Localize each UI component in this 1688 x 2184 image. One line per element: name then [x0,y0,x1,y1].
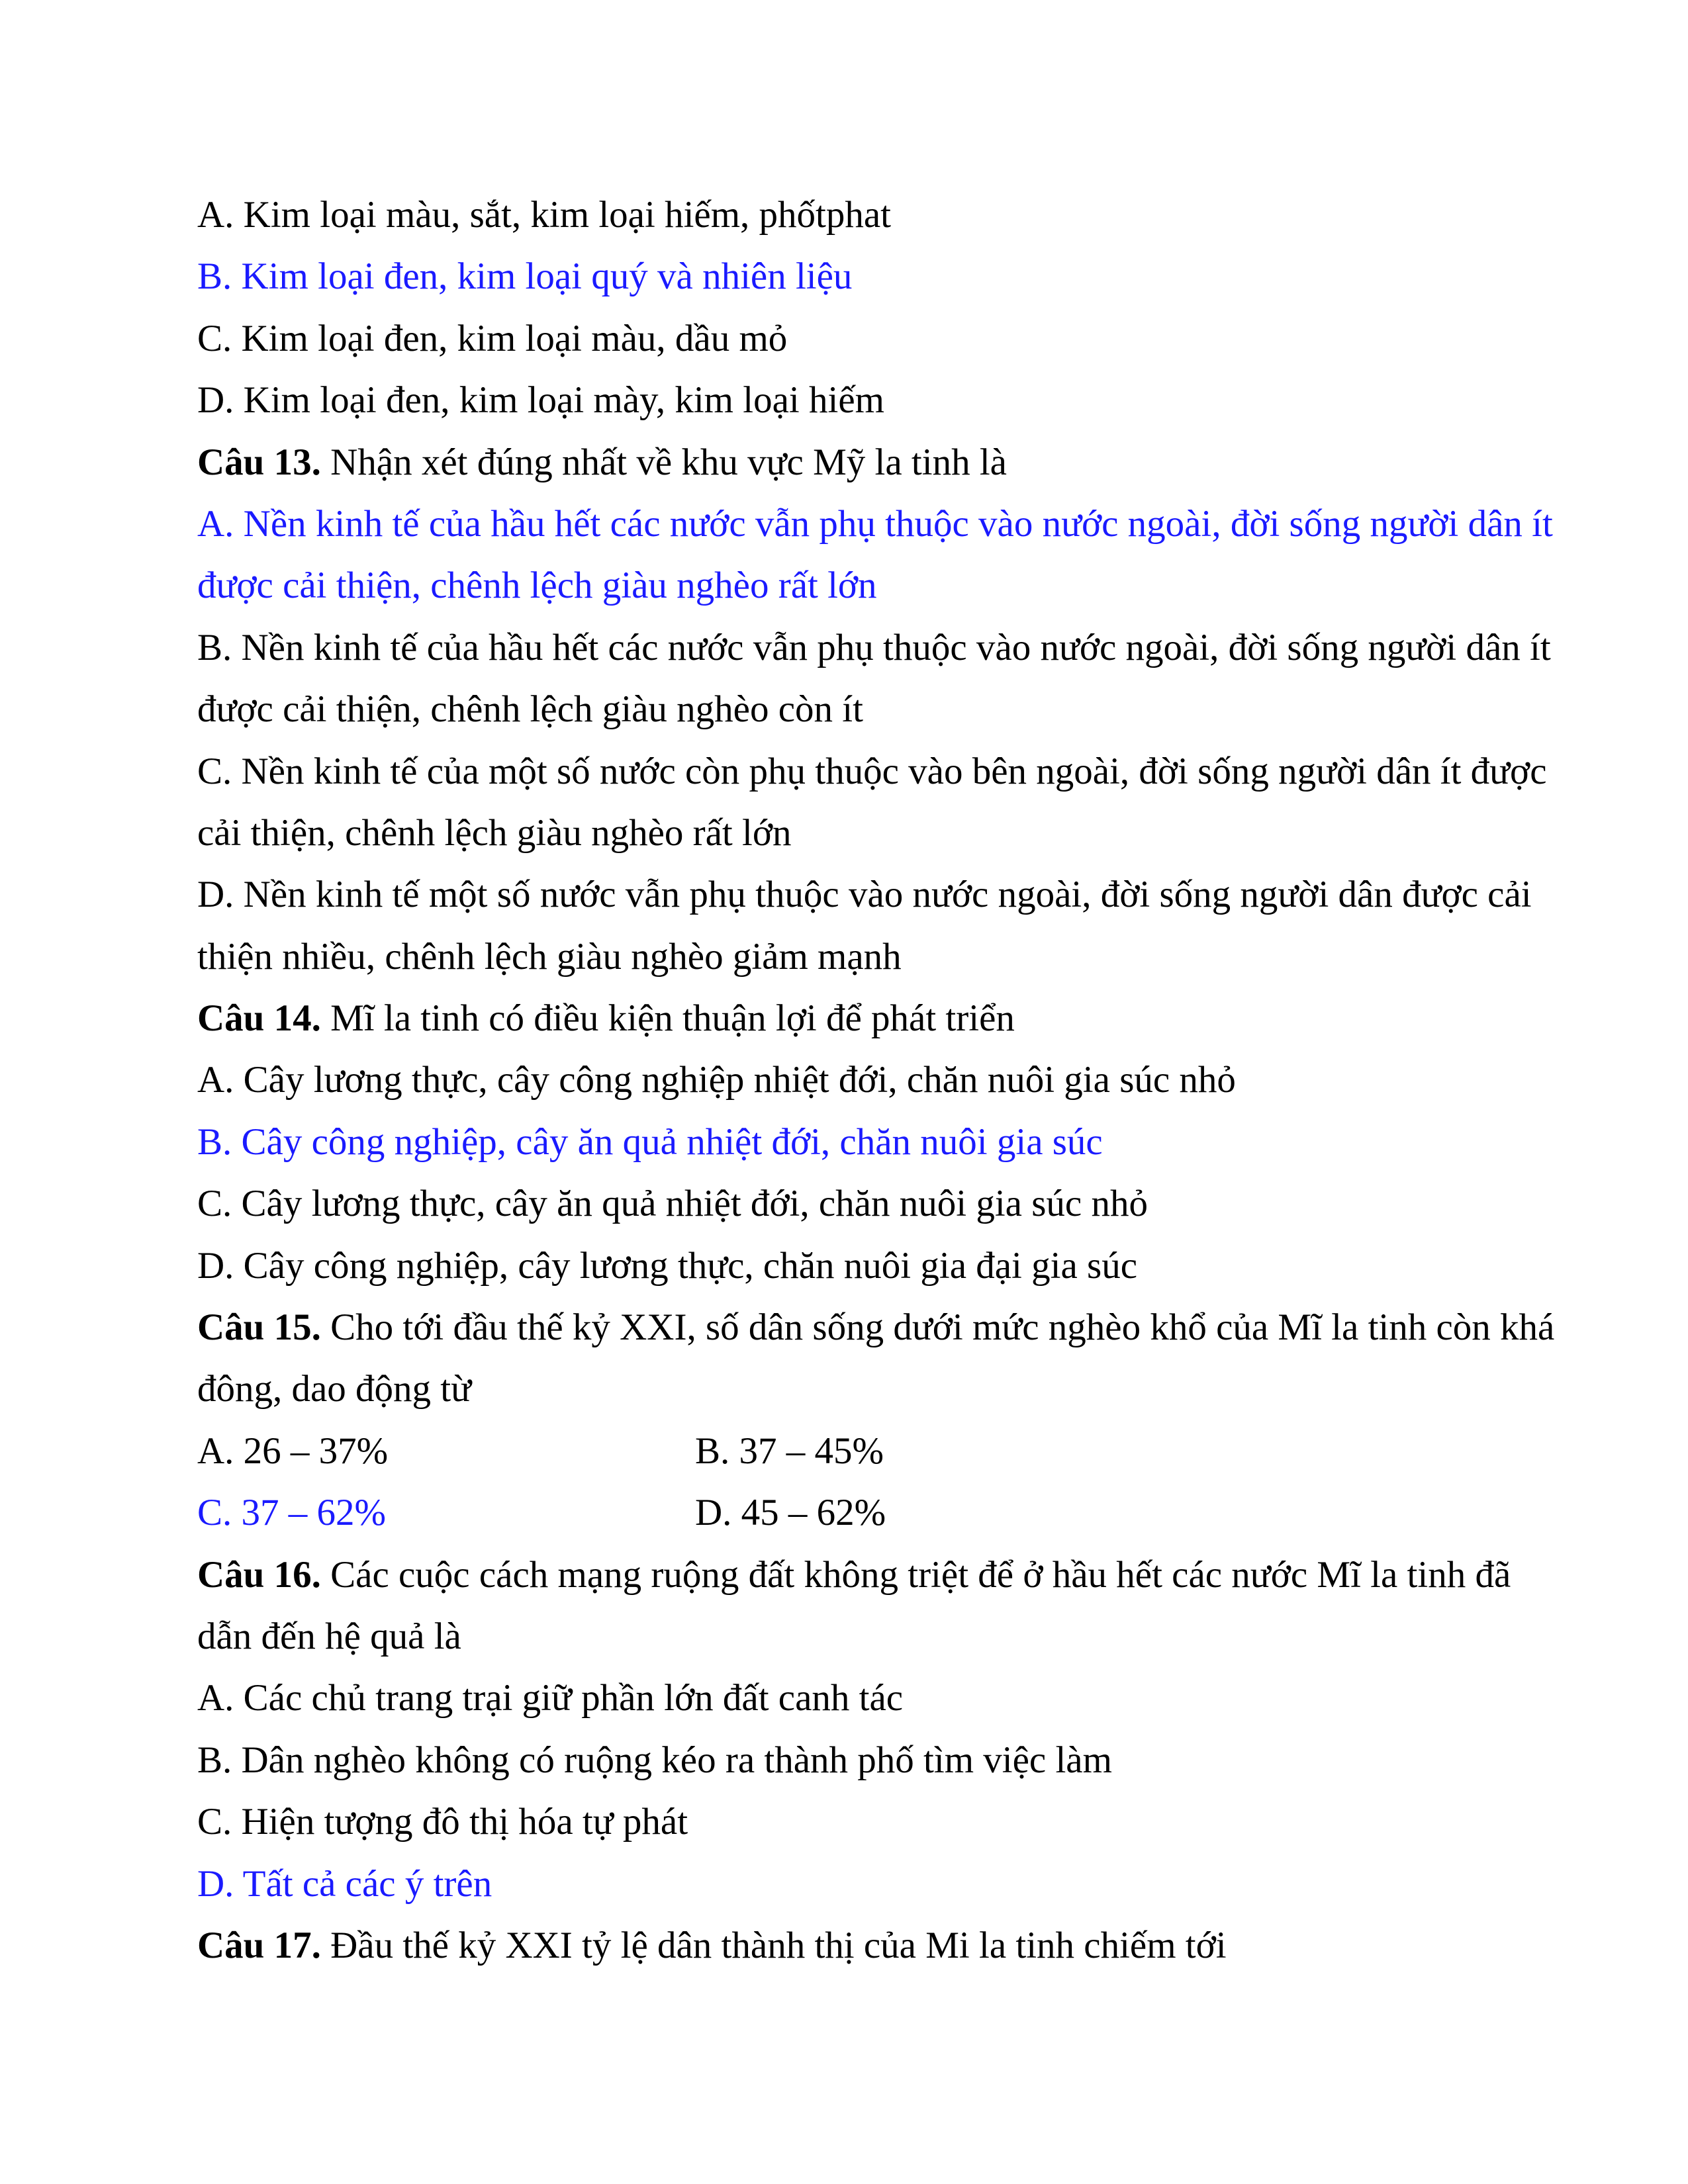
option-text: A. Nền kinh tế của hầu hết các nước vẫn phụ thuộc vào nước ngoài, đời sống người dân ít [197,502,1553,545]
continuation-text: được cải thiện, chênh lệch giàu nghèo rất lớn [197,565,877,607]
option-line [197,741,1547,802]
option-text: C. Hiện tượng đô thị hóa tự phát [197,1801,688,1843]
continuation-text: đông, dao động từ [197,1368,472,1410]
option-line [197,864,1532,925]
question-number: Câu 17. [197,1924,321,1966]
option-text: B. Kim loại đen, kim loại quý và nhiên liệu [197,255,853,298]
option-text: A. Cây lương thực, cây công nghiệp nhiệt đới, chăn nuôi gia súc nhỏ [197,1059,1236,1101]
continuation-line [197,1358,1495,1420]
continuation-line [197,555,1495,616]
question-number: Câu 14. [197,997,321,1040]
continuation-text: dẫn đến hệ quả là [197,1615,461,1657]
option-text: D. Kim loại đen, kim loại mày, kim loại hiếm [197,379,884,422]
continuation-line [197,802,1495,864]
option-line [197,308,1495,369]
text-block [197,184,1555,1976]
option-pair-line [197,1420,1495,1482]
option-line [197,1791,1495,1852]
question-number: Câu 13. [197,441,321,483]
option-right: D. 45 – 62% [695,1492,886,1534]
option-line [197,1729,1495,1791]
question-text: Cho tới đầu thế kỷ XXI, số dân sống dưới mức nghèo khổ của Mĩ la tinh còn khá [330,1306,1555,1349]
option-text: C. Cây lương thực, cây ăn quả nhiệt đới, chăn nuôi gia súc nhỏ [197,1183,1148,1225]
option-left: C. 37 – 62% [197,1492,386,1534]
option-line [197,1667,1495,1729]
question-text: Nhận xét đúng nhất về khu vực Mỹ la tinh là [330,441,1007,483]
option-text: D. Cây công nghiệp, cây lương thực, chăn nuôi gia đại gia súc [197,1244,1137,1287]
option-line [197,1049,1495,1111]
option-text: D. Nền kinh tế một số nước vẫn phụ thuộc vào nước ngoài, đời sống người dân được cải [197,874,1532,916]
continuation-line [197,678,1495,740]
continuation-text: cải thiện, chênh lệch giàu nghèo rất lớn [197,811,792,854]
question-number: Câu 15. [197,1306,321,1349]
option-line [197,246,1495,307]
option-line [197,617,1551,678]
option-right: B. 37 – 45% [695,1430,884,1472]
option-text: A. Các chủ trang trại giữ phần lớn đất canh tác [197,1677,904,1719]
continuation-text: thiện nhiều, chênh lệch giàu nghèo giảm mạnh [197,935,902,978]
option-text: C. Nền kinh tế của một số nước còn phụ thuộc vào bên ngoài, đời sống người dân ít được [197,750,1547,792]
option-text: C. Kim loại đen, kim loại màu, dầu mỏ [197,317,788,359]
question-text: Mĩ la tinh có điều kiện thuận lợi để phát triển [330,997,1015,1040]
question-number: Câu 16. [197,1553,321,1596]
option-text: B. Cây công nghiệp, cây ăn quả nhiệt đới, chăn nuôi gia súc [197,1120,1103,1163]
question-text: Các cuộc cách mạng ruộng đất không triệt để ở hầu hết các nước Mĩ la tinh đã [330,1553,1511,1596]
option-pair-line [197,1482,1495,1543]
option-text: D. Tất cả các ý trên [197,1862,492,1905]
question-line [197,1544,1511,1606]
option-line [197,369,1495,431]
option-line [197,1173,1495,1234]
question-line [197,1915,1495,1976]
question-line [197,432,1495,493]
option-line [197,1111,1495,1173]
option-line [197,1853,1495,1915]
question-line [197,987,1495,1049]
continuation-line [197,926,1495,987]
option-line [197,493,1553,555]
question-text: Đầu thế kỷ XXI tỷ lệ dân thành thị của Mi la tinh chiếm tới [330,1924,1227,1966]
option-text: B. Dân nghèo không có ruộng kéo ra thành phố tìm việc làm [197,1739,1112,1781]
option-line [197,1235,1495,1297]
option-left: A. 26 – 37% [197,1430,389,1472]
continuation-line [197,1606,1495,1667]
question-line [197,1297,1555,1358]
option-text: A. Kim loại màu, sắt, kim loại hiếm, phốtphat [197,194,892,236]
continuation-text: được cải thiện, chênh lệch giàu nghèo còn ít [197,688,863,731]
option-text: B. Nền kinh tế của hầu hết các nước vẫn phụ thuộc vào nước ngoài, đời sống người dân ít [197,626,1551,668]
option-line [197,184,1495,246]
